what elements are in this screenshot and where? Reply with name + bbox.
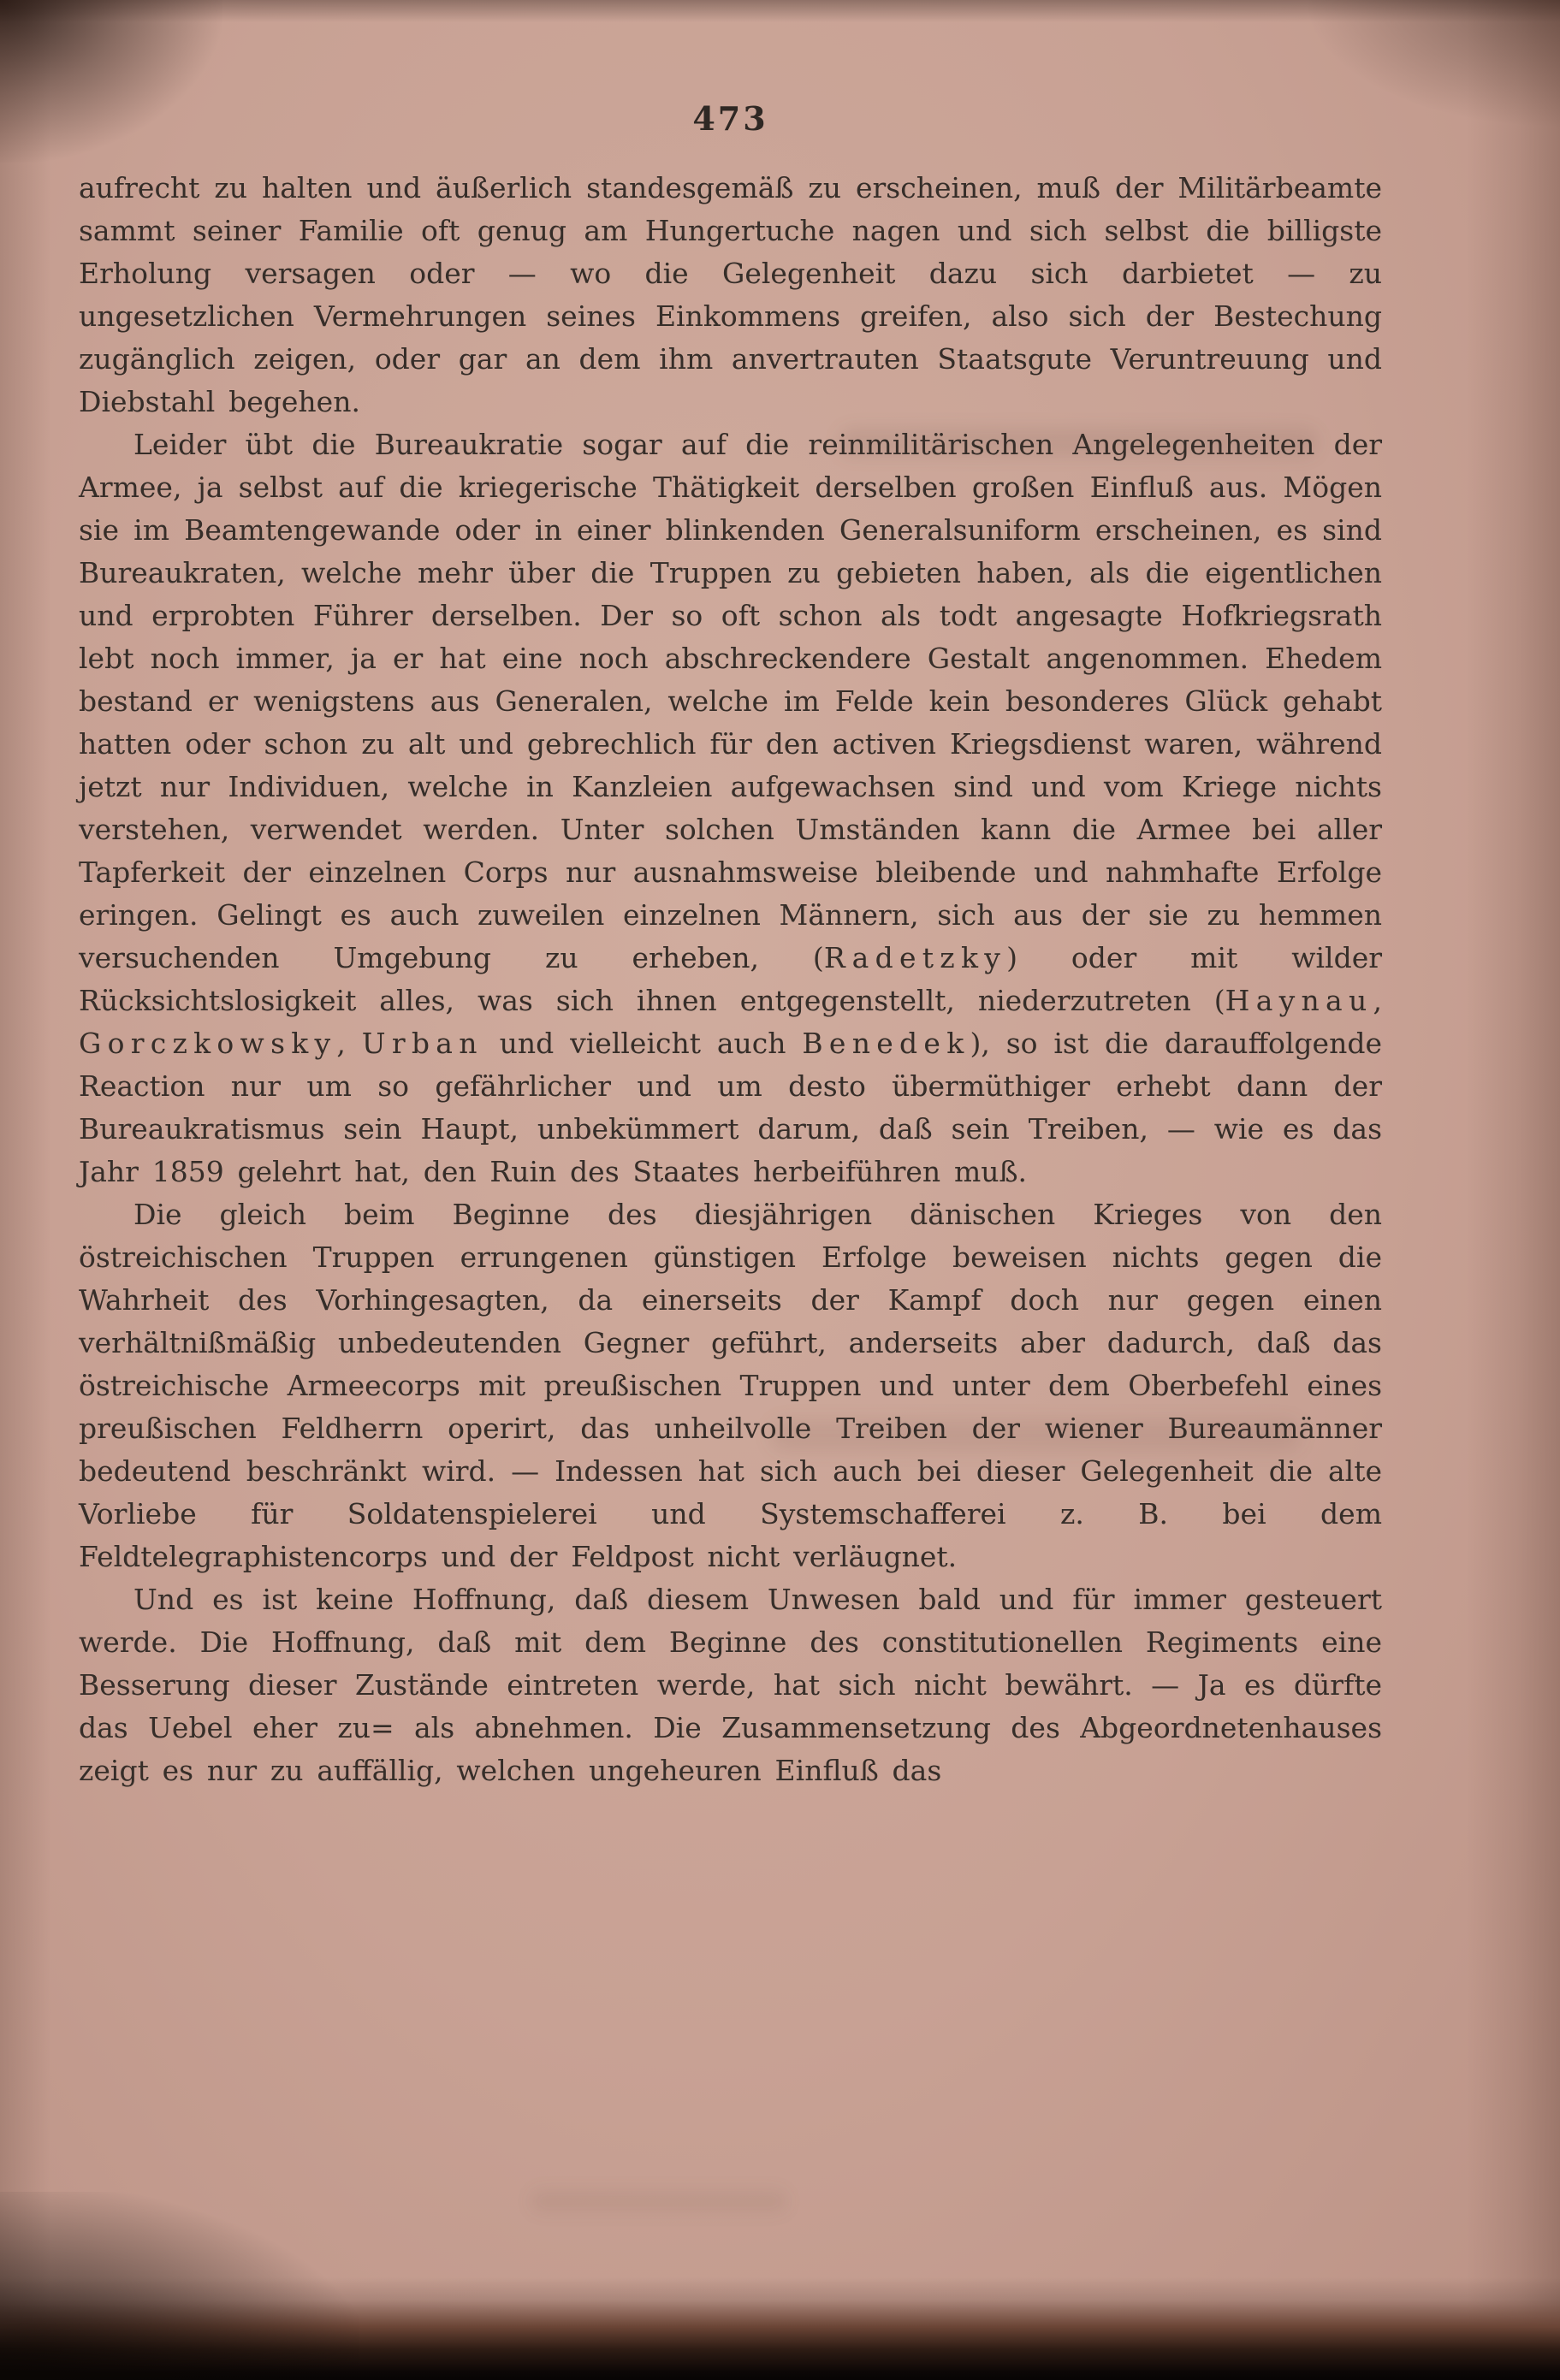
text-run: aufrecht zu halten und äußerlich standesgemäß zu erscheinen, muß der Militärbeamte sammt seiner Familie oft genug am Hungertuche nagen und sich selbst die billigste Erholung versagen oder — wo die Gelegenheit dazu sich darbietet — zu ungesetzlichen Vermehrungen seines Einkommens greifen, also sich der Bestechung zugänglich zeigen, oder gar an dem ihm anvertrauten Staatsgute Veruntreuung und Diebstahl begehen.: [79, 171, 1382, 418]
emphasized-name: Benedek: [802, 1027, 970, 1060]
text-run: ) oder mit wilder Rücksichtslosigkeit alles, was sich ihnen entgegenstellt, niederzutreten (: [79, 941, 1382, 1017]
text-run: ), so ist die darauffolgende Reaction nur um so gefährlicher und um desto übermüthiger erhebt dann der Bureaukratismus sein Haupt, unbekümmert darum, daß sein Treiben, — wie es das Jahr 1859 gelehrt hat, den Ruin des Staates herbeiführen muß.: [79, 1027, 1382, 1188]
text-block: [79, 167, 1382, 1792]
text-run: Leider übt die Bureaukratie sogar auf die reinmilitärischen Angelegenheiten der Armee, ja selbst auf die kriegerische Thätigkeit derselben großen Einfluß aus. Mögen sie im Beamtengewande oder in einer blinkenden Generalsuniform erscheinen, es sind Bureaukraten, welche mehr über die Truppen zu gebieten haben, als die eigentlichen und erprobten Führer derselben. Der so oft schon als todt angesagte Hofkriegsrath lebt noch immer, ja er hat eine noch abschreckendere Gestalt angenommen. Ehedem bestand er wenigstens aus Generalen, welche im Felde kein besonderes Glück gehabt hatten oder schon zu alt und gebrechlich für den activen Kriegsdienst waren, während jetzt nur Individuen, welche in Kanzleien aufgewachsen sind und vom Kriege nichts verstehen, verwendet werden. Unter solchen Umständen kann die Armee bei aller Tapferkeit der einzelnen Corps nur ausnahmsweise bleibende und nahmhafte Erfolge eringen. Gelingt es auch zuweilen einzelnen Männern, sich aus der sie zu hemmen versuchenden Umgebung zu erheben, (: [79, 428, 1382, 974]
scan-shadow-bottom-left: [0, 2192, 359, 2380]
text-run: ,: [336, 1027, 362, 1060]
emphasized-name: Gorczkowsky: [79, 1027, 337, 1060]
paragraph: [79, 1193, 1382, 1578]
text-run: ,: [1373, 984, 1382, 1017]
emphasized-name: Urban: [361, 1027, 483, 1060]
paragraph: [79, 423, 1382, 1193]
ink-bleedthrough-smudge: [531, 2190, 787, 2212]
text-run: Und es ist keine Hoffnung, daß diesem Unwesen bald und für immer gesteuert werde. Die Hoffnung, daß mit dem Beginne des constitutionellen Regiments eine Besserung dieser Zustände eintreten werde, hat sich nicht bewährt. — Ja es dürfte das Uebel eher zu= als abnehmen. Die Zusammensetzung des Abgeordnetenhauses zeigt es nur zu auffällig, welchen ungeheuren Einfluß das: [79, 1583, 1382, 1787]
paragraph: [79, 167, 1382, 423]
text-run: Die gleich beim Beginne des diesjährigen dänischen Krieges von den östreichischen Truppen errungenen günstigen Erfolge beweisen nichts gegen die Wahrheit des Vorhingesagten, da einerseits der Kampf doch nur gegen einen verhältnißmäßig unbedeutenden Gegner geführt, anderseits aber dadurch, daß das östreichische Armeecorps mit preußischen Truppen und unter dem Oberbefehl eines preußischen Feldherrn operirt, das unheilvolle Treiben der wiener Bureaumänner bedeutend beschränkt wird. — Indessen hat sich auch bei dieser Gelegenheit die alte Vorliebe für Soldatenspielerei und Systemschafferei z. B. bei dem Feldtelegraphistencorps und der Feldpost nicht verläugnet.: [79, 1198, 1382, 1573]
text-run: und vielleicht auch: [483, 1027, 803, 1060]
page-number: 473: [692, 99, 768, 138]
paragraph: [79, 1578, 1382, 1792]
emphasized-name: Haynau: [1225, 984, 1373, 1017]
emphasized-name: Radetzky: [823, 941, 1007, 974]
